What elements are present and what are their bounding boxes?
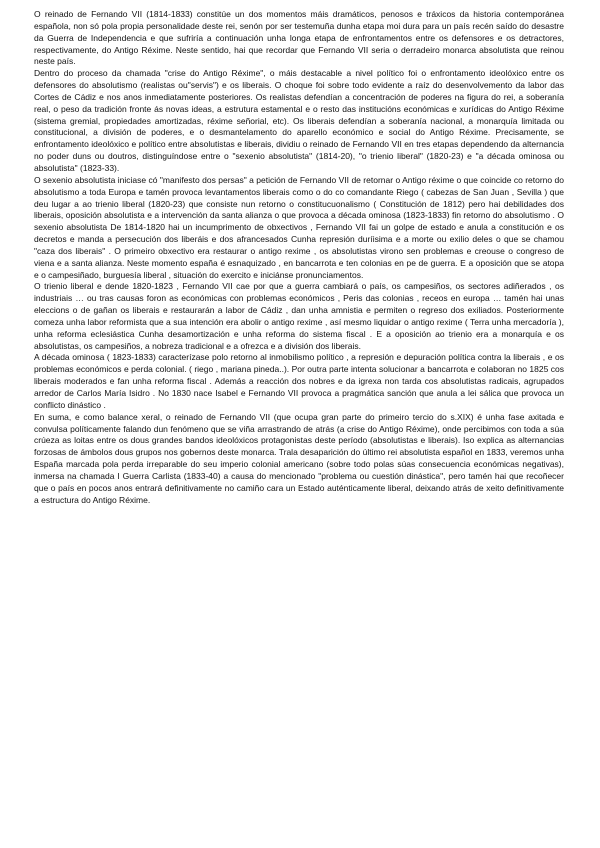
paragraph-trienio-liberal: O trienio liberal e dende 1820-1823 , Fernando VII cae por que a guerra cambiará o país, os campesiños, os sectores adiñerados , os industriais … ou tras causas foron as económicas con problemas económicos , Peris das colonias , receos en europa … tamén hai unas eleccions o de gañan os liberais e restaurarán a labor de Cádiz , dan unha amnistia e permiten o regreso dos exiliados. Posteriormente comeza unha labor reformista que a sua intención era abolir o antigo rexime , así mesmo liquidar o antigo rexime ( Terra unha mercadoría ), unha reforma eclesiástica Cunha desamortización e unha reforma do sistema fiscal . E a oposición ao trienio era a monarquía e os absolutistas, os campesiños, a nobreza tradicional e a ofrezca e a división dos liberais. [34,281,564,351]
paragraph-crisis-antigo-rexime: Dentro do proceso da chamada "crise do Antigo Réxime", o máis destacable a nivel político foi o enfrontamento ideolóxico entre os defensores do absolutismo (realistas ou"servis") e os liberais. O choque foi sobre todo evidente a raíz do desenvolvemento da labor das Cortes de Cádiz e nos anos inmediatamente posteriores. Os realistas defendían a concentración de poderes na figura do rei, a soberanía real, o peso da tradición fronte ás novas ideas, a estrutura estamental e o resto das institucións económicas e xurídicas do Antigo Réxime (sistema gremial, propiedades amortizadas, réxime señorial, etc). Os liberais defendían a soberanía nacional, a monarquía limitada ou constitucional, a división de poderes, e o desmantelamento do aparello económico e social do Antigo Réxime. Precisamente, se enfrontamento ideolóxico e político entre absolutistas e liberais, dividiu o reinado de Fernando VII en tres etapas dependendo da alternancia no poder duns ou doutros, distinguíndose entre o "sexenio absolutista" (1814-20), "o trienio liberal" (1820-23) e "a década ominosa ou absolutista" (1823-33). [34,68,564,173]
paragraph-conclusion: En suma, e como balance xeral, o reinado de Fernando VII (que ocupa gran parte do primeiro tercio do s.XIX) é unha fase axitada e convulsa políticamente falando dun fenómeno que se viña arrastrando de atrás (a crise do Antigo Réxime), onde percibimos con toda a súa crúeza as loitas entre os dous grandes bandos ideolóxicos protagonistas deste período (absolutistas e liberais). Iso explica as alternancias forzosas de ámbolos dous grupos nos gobernos deste monarca. Trala desaparición do último rei absolutista español en 1833, veremos unha España marcada pola perda irreparable do seu imperio colonial americano (sobre todo polas súas consecuencia económicas negativas), inmersa na chamada I Guerra Carlista (1833-40) a causa do mencionado "problema ou cuestión dinástica", pero tamén hai que recoñecer que o país en pocos anos entrará definitivamente no camiño cara un Estado auténticamente liberal, deixando atrás de xeito definitivamente a estructura do Antigo Réxime. [34,411,564,505]
paragraph-sexenio-absolutista: O sexenio absolutista iniciase có "manifesto dos persas" a petición de Fernando VII de retornar o Antigo réxime o que coincide co retorno do absolutismo a toda Europa e tamén provoca levantamentos liberais como o do co comandante Riego ( cabezas de San Juan , Sevilla ) que deu lugar a ao trienio liberal (1820-23) que consiste nun retorno o constitucuonalismo ( Constitución de 1812) pero hai debilidades dos liberais, oposición absolutista e a intervención da santa alianza o que provoca a década ominosa (1823-1833) fin retorno do absolutismo . O sexenio absolutista De 1814-1820 hai un incumprimento de obxectivos , Fernando VII fai un golpe de estado e anula a constitución e os decretos e manda a persecución dos liberáis e dos afrancesados Cunha represión duríisima e a morte ou exilio deles o que se chamou "caza dos liberais" . O primeiro obxectivo era restaurar o antigo rexime , os absolutistas virono sen problemas e creouse o congreso de viena e a santa alianza. Neste momento españa é esnaquizado , en bancarrota e ten colonias en pe de guerra. E a oposición que se atopa e o campesiñado, burguesía liberal , situación do exercito e iniciánse pronunciamentos. [34,174,564,280]
paragraph-decada-ominosa: A década ominosa ( 1823-1833) caracterízase polo retorno al inmobilismo político , a represión e depuración política contra la liberais , e os problemas económicos e perda colonial. ( riego , mariana pineda..). Por outra parte intenta solucionar a bancarrota e colaboran no 1825 cos liberais moderados e fan unha reforma fiscal . Además a reacción dos nobres e da igrexa non tarda cos absolutistas radicais, agrupados arredor de Carlos María Isidro . No 1830 nace Isabel e Fernando VII provoca a pragmática sanción que anula a lei sálica que provoca un conflicto dinástico . [34,352,564,410]
document-page [34,9,564,506]
paragraph-intro: O reinado de Fernando VII (1814-1833) constitúe un dos momentos máis dramáticos, penosos e tráxicos da historia contemporánea española, non só pola propia personalidade deste rei, senón por ser testemuña dunha etapa moi dura para un país recén saído do desastre da Guerra de Independencia e que sufriría a continuación unha longa etapa de enfrontamentos entre os defensores e os detractores, respectivamente, do Antigo Réxime. Neste sentido, hai que recordar que Fernando VII seria o derradeiro monarca absolutista que reinou neste país. [34,9,564,67]
